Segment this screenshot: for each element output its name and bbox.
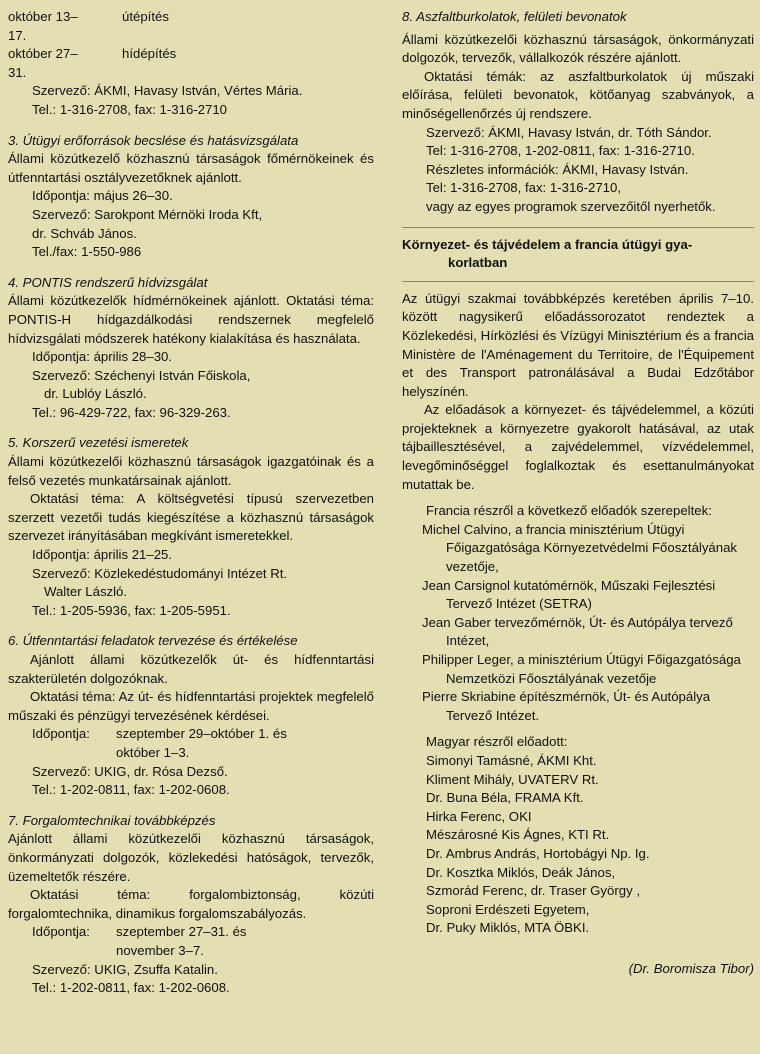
info-tail: vagy az egyes programok szervezőitől nyerhetők. [426, 198, 716, 214]
article-signature: (Dr. Boromisza Tibor) [628, 960, 754, 976]
speaker-entry: Szmorád Ferenc, dr. Traser György , [426, 883, 640, 899]
organizer: Szervező: Sarokpont Mérnöki Iroda Kft, [32, 206, 263, 222]
hungarian-speakers-intro: Magyar részről előadott: [426, 734, 568, 750]
section-date [8, 923, 374, 960]
organizer: Szervező: Széchenyi István Főiskola, [32, 367, 251, 383]
french-speakers-intro: Francia részről a következő előadók szerepeltek: [426, 503, 712, 519]
organizer-name: dr. Schváb János. [32, 225, 137, 241]
organizer-name: dr. Lublóy László. [44, 386, 147, 402]
section-body: Ajánlott állami közútkezelők út- és hídfenntartási szakterületén dolgozóknak. [8, 652, 374, 686]
section-title: 7. Forgalomtechnikai továbbképzés [8, 812, 216, 828]
divider [402, 227, 754, 228]
date-value: szeptember 27–31. és november 3–7. [116, 924, 247, 958]
section-topic: Oktatási témák: az aszfaltburkolatok új műszaki előírása, felületi bevonatok, kötőanyag szabványok, a minőségellenőrzés új rendszere. [402, 68, 754, 121]
speaker-entry: Dr. Puky Miklós, MTA ÖBKI. [426, 920, 590, 936]
telephone: Tel.: 1-202-0811, fax: 1-202-0608. [32, 782, 230, 798]
schedule-row [8, 8, 374, 45]
speaker-entry: Dr. Ambrus András, Hortobágyi Np. Ig. [426, 845, 650, 861]
telephone: Tel: 1-316-2708, fax: 1-316-2710, [426, 180, 622, 196]
date-label: Időpontja: [32, 726, 90, 742]
speaker-entry: Michel Calvino, a francia minisztérium Útügyi Főigazgatósága Környezetvédelmi Főosztályának vezetője, [422, 521, 738, 575]
speaker-entry: Jean Gaber tervezőmérnök, Út- és Autópálya tervező Intézet, [422, 614, 733, 649]
schedule-date: október 13–17. [8, 9, 78, 43]
info-line: Részletes információk: ÁKMI, Havasy István. [426, 161, 689, 177]
article-heading-cont: korlatban [448, 255, 508, 271]
section-title: 4. PONTIS rendszerű hídvizsgálat [8, 274, 208, 290]
schedule-date: október 27–31. [8, 46, 78, 80]
speaker-entry: Pierre Skriabine építészmérnök, Út- és Autópálya Tervező Intézet. [422, 689, 711, 723]
section-body: Ajánlott állami közútkezelői közhasznú társaságok, önkormányzati dolgozók, közlekedési hatóságok, tervezők, üzemeltetők részére. [8, 831, 374, 884]
organizer: Szervező: Közlekedéstudományi Intézet Rt. [32, 565, 288, 581]
section-3 [8, 132, 374, 262]
speaker-entry: Simonyi Tamásné, ÁKMI Kht. [426, 752, 597, 768]
section-title: 6. Útfenntartási feladatok tervezése és értékelése [8, 633, 298, 649]
article-paragraph: Az előadások a környezet- és tájvédelemmel, a közúti projekteknek a környezetre gyakorolt hatásával, az utak tájbaillesztésével, a zajvédelemmel, vízvédelemmel, levegőminőséggel foglalkoztak és esettanulmányokat mutattak be. [402, 402, 754, 492]
section-4 [8, 274, 374, 423]
organizer: Szervező: ÁKMI, Havasy István, dr. Tóth Sándor. [426, 124, 712, 140]
telephone: Tel.: 96-429-722, fax: 96-329-263. [32, 404, 231, 420]
section-body: Állami közútkezelők hídmérnökeinek ajánlott. Oktatási téma: PONTIS-H hídgazdálkodási rendszernek megfelelő hídvizsgálati módszerek hatékony kialakítása és használata. [8, 293, 374, 346]
section-date [8, 725, 374, 762]
organizer: Szervező: UKIG, dr. Rósa Dezső. [32, 763, 228, 779]
organizer: Szervező: ÁKMI, Havasy István, Vértes Mária. [32, 83, 303, 99]
section-title: 5. Korszerű vezetési ismeretek [8, 435, 189, 451]
section-topic: Oktatási téma: A költségvetési típusú szervezetben szerzett vezetői tudás kiegészítése a közhasznú társaságok szervezet irányításában megkívánt ismeretekkel. [8, 491, 374, 544]
article [402, 236, 754, 979]
schedule-topic: útépítés [122, 9, 169, 24]
speaker-entry: Philipper Leger, a minisztérium Útügyi Főigazgatósága Nemzetközi Főosztályának vezetője [422, 652, 741, 686]
left-column [8, 8, 374, 998]
section-body: Állami közútkezelői közhasznú társaságok, önkormányzati dolgozók, tervezők, vállalkozók részére ajánlott. [402, 31, 754, 66]
speaker-entry: Kliment Mihály, UVATERV Rt. [426, 771, 599, 787]
section-topic: Oktatási téma: forgalombiztonság, közúti forgalomtechnika, dinamikus forgalomszabályozás. [8, 887, 374, 921]
article-heading: Környezet- és tájvédelem a francia útügyi gya- [402, 236, 693, 252]
telephone: Tel./fax: 1-550-986 [32, 244, 142, 260]
section-body: Állami közútkezelői közhasznú társaságok igazgatóinak és a felső vezetés munkatársainak ajánlott. [8, 454, 374, 488]
schedule-topic: hídépítés [122, 46, 177, 62]
speaker-entry: Soproni Erdészeti Egyetem, [426, 901, 590, 917]
section-2-tail [8, 8, 374, 120]
date-value: szeptember 29–október 1. és október 1–3. [116, 726, 287, 760]
speaker-entry: Jean Carsignol kutatómérnök, Műszaki Fejlesztési Tervező Intézet (SETRA) [422, 577, 716, 612]
section-topic: Oktatási téma: Az út- és hídfenntartási projektek megfelelő műszaki és pénzügyi tervezésének kérdései. [8, 689, 374, 723]
section-6 [8, 632, 374, 799]
speaker-entry: Dr. Buna Béla, FRAMA Kft. [426, 790, 584, 806]
organizer: Szervező: UKIG, Zsuffa Katalin. [32, 961, 218, 977]
section-date: Időpontja: május 26–30. [32, 188, 173, 204]
speaker-entry: Hirka Ferenc, OKI [426, 808, 532, 824]
date-label: Időpontja: [32, 924, 90, 940]
section-title: 8. Aszfaltburkolatok, felületi bevonatok [402, 9, 627, 24]
telephone: Tel.: 1-202-0811, fax: 1-202-0608. [32, 980, 230, 996]
section-body: Állami közútkezelő közhasznú társaságok főmérnökeinek és útfenntartási osztályvezetőknek ajánlott. [8, 151, 374, 185]
speaker-entry: Mészárosné Kis Ágnes, KTI Rt. [426, 827, 610, 843]
divider [402, 281, 754, 282]
telephone: Tel.: 1-205-5936, fax: 1-205-5951. [32, 602, 231, 618]
section-7 [8, 812, 374, 998]
section-date: Időpontja: április 28–30. [32, 349, 173, 365]
telephone: Tel.: 1-316-2708, fax: 1-316-2710 [32, 101, 228, 117]
organizer-name: Walter László. [44, 584, 128, 600]
schedule-row [8, 45, 374, 82]
article-paragraph: Az útügyi szakmai továbbképzés keretében április 7–10. között nagysikerű előadássorozatot rendeztek a Közlekedési, Hírközlési és Vízügyi Minisztérium és a francia Ministère de l'Aménagement du Territoire, de l'Équipement et des Transport patronálásával a Budai Edzőtábor helyszínén. [402, 290, 754, 399]
right-column [402, 8, 754, 979]
section-8 [402, 8, 754, 217]
speaker-entry: Dr. Kosztka Miklós, Deák János, [426, 864, 616, 880]
telephone: Tel: 1-316-2708, 1-202-0811, fax: 1-316-2710. [426, 143, 695, 159]
section-5 [8, 434, 374, 620]
section-date: Időpontja: április 21–25. [32, 547, 173, 563]
section-title: 3. Útügyi erőforrások becslése és hatásvizsgálata [8, 132, 299, 148]
